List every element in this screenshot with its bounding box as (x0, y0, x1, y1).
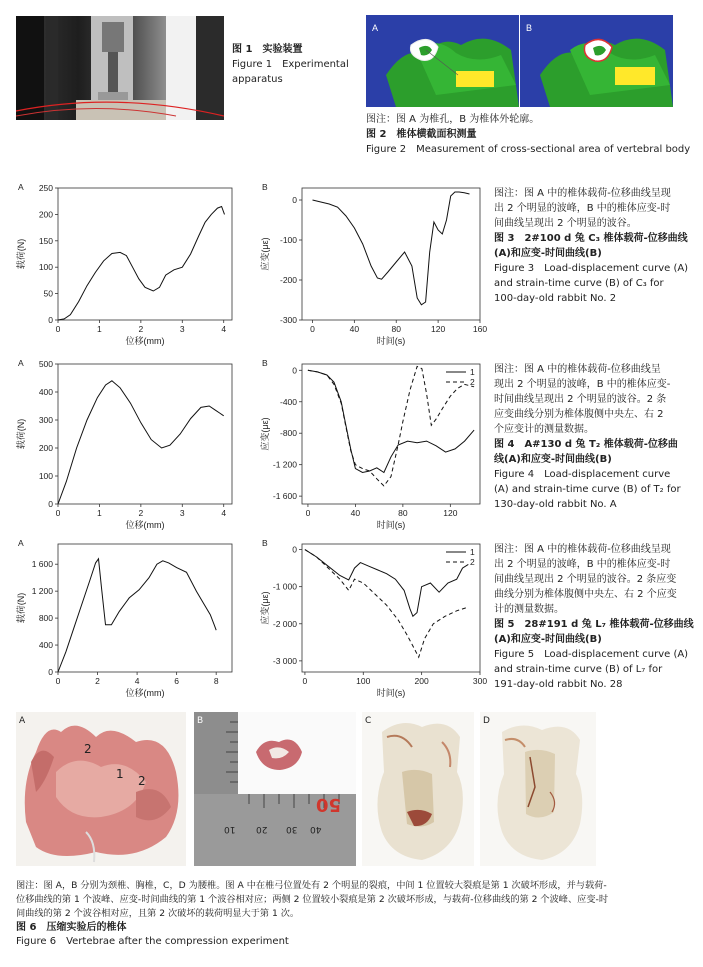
x-tick-label: 200 (414, 676, 429, 686)
fig4-caption (494, 362, 699, 512)
fig3-line: 图注：图 A 中的椎体载荷-位移曲线呈现 (494, 188, 671, 199)
y-tick-label: 0 (292, 195, 297, 205)
y-tick-label: 0 (292, 365, 297, 376)
plot-frame (302, 364, 480, 504)
fig6-panel-d-label: D (483, 716, 490, 726)
fig6-photo-b-thoracic (194, 712, 356, 866)
x-tick-label: 4 (134, 676, 140, 686)
x-axis-label: 时间(s) (376, 520, 406, 530)
ruler-tick-label: 20 (256, 824, 268, 834)
fig6-title-en: Figure 6 Vertebrae after the compression experiment (16, 936, 289, 947)
fig5-caption (494, 542, 699, 692)
fig6-photo-a-crack-label: 2 (138, 774, 146, 788)
y-tick-label: 500 (38, 359, 53, 369)
x-tick-label: 6 (174, 676, 180, 686)
fig6-note-2: 位移曲线的第 1 个波峰、应变-时间曲线的第 1 个波谷相对应；两侧 2 位置较小裂痕是第 2 次破坏形成，与载荷-位移曲线的第 2 个波峰、应变-时 (16, 894, 609, 905)
legend-label: 2 (470, 377, 475, 387)
y-tick-label: -100 (279, 235, 297, 245)
fig5-line: 出 2 个明显的波峰，B 中的椎体应变-时 (494, 559, 671, 570)
fig4-strain-time-chart (258, 356, 488, 534)
fig5-line: 间曲线呈现出 2 个明显的波谷。2 条应变 (494, 574, 677, 585)
fig6-photo-a-cervical (16, 712, 186, 866)
y-tick-label: 0 (48, 315, 53, 325)
y-tick-label: -800 (279, 428, 297, 439)
fig5-line: 计的测量数据。 (494, 604, 564, 615)
ruler-number: 50 (316, 794, 342, 815)
y-tick-label: 800 (38, 613, 53, 624)
y-tick-label: -1 200 (272, 459, 297, 470)
y-axis-label: 载荷(N) (16, 418, 26, 450)
plot-frame (58, 188, 232, 320)
x-tick-label: 1 (97, 508, 102, 518)
series-line-1 (308, 370, 474, 472)
x-axis-label: 时间(s) (376, 688, 406, 698)
x-tick-label: 3 (179, 508, 185, 518)
panel-label: B (262, 358, 268, 368)
fig2-caption (366, 112, 690, 157)
x-tick-label: 0 (305, 508, 311, 518)
fig5-title-cn: 图 5 28#191 d 兔 L₇ 椎体载荷-位移曲线 (494, 619, 694, 630)
x-tick-label: 2 (138, 324, 144, 334)
fig4-title-cn: 图 4 A#130 d 兔 T₂ 椎体载荷-位移曲 (494, 439, 678, 450)
x-tick-label: 4 (221, 508, 227, 518)
fig5-line: Figure 5 Load-displacement curve (A) (494, 649, 689, 660)
x-tick-label: 300 (472, 676, 488, 686)
fig5-line: 曲线分别为椎体腹侧中央左、右 2 个应变 (494, 589, 677, 600)
fig4-line: Figure 4 Load-displacement curve (494, 469, 671, 480)
y-tick-label: 400 (38, 387, 53, 397)
fig2-photo-b (520, 15, 673, 107)
fig3-strain-time-chart (258, 180, 488, 350)
fig6-photo-a-crack-label: 2 (84, 742, 92, 756)
fig3-load-displacement-chart (14, 180, 240, 350)
fig4-line: 时间曲线呈现出 2 个明显的波谷。2 条 (494, 394, 667, 405)
fig3-line: 100-day-old rabbit No. 2 (494, 293, 617, 304)
fig4-line: 130-day-old rabbit No. A (494, 499, 617, 510)
x-tick-label: 8 (213, 676, 219, 686)
fig6-note-3: 间曲线的第 2 个波谷相对应，且第 2 次破坏的载荷明显大于第 1 次。 (16, 908, 300, 919)
series-line-2 (308, 366, 474, 486)
y-axis-label: 应变(με) (260, 237, 270, 271)
fig5-strain-time-chart (258, 536, 488, 702)
plot-frame (302, 544, 480, 672)
fig4-line: (A) and strain-time curve (B) of T₂ for (494, 484, 681, 495)
fig1-title-en-1: Figure 1 Experimental (232, 59, 349, 70)
fig3-line: 间曲线呈现出 2 个明显的波谷。 (494, 218, 637, 229)
fig3-line: Figure 3 Load-displacement curve (A) (494, 263, 689, 274)
x-tick-label: 160 (472, 324, 488, 334)
y-axis-label: 载荷(N) (16, 592, 26, 624)
y-tick-label: 300 (38, 415, 53, 425)
y-tick-label: 0 (48, 667, 53, 677)
x-tick-label: 0 (302, 676, 308, 686)
x-tick-label: 1 (97, 324, 102, 334)
y-tick-label: -200 (279, 275, 297, 285)
legend-label: 1 (470, 547, 475, 557)
plot-frame (58, 364, 232, 504)
fig4-line: 图注：图 A 中的椎体载荷-位移曲线呈 (494, 364, 661, 375)
y-tick-label: 0 (48, 499, 53, 509)
y-tick-label: 100 (38, 471, 53, 481)
ruler-tick-label: 30 (286, 824, 298, 834)
fig6-title-cn: 图 6 压缩实验后的椎体 (16, 922, 127, 933)
fig3-title-cn-2: (A)和应变-时间曲线(B) (494, 248, 602, 259)
x-tick-label: 2 (95, 676, 100, 686)
y-tick-label: 100 (38, 262, 53, 273)
y-tick-label: 50 (43, 288, 53, 299)
x-tick-label: 4 (221, 324, 227, 334)
y-tick-label: -300 (279, 315, 297, 325)
y-tick-label: 1 600 (31, 559, 53, 570)
y-tick-label: 0 (292, 544, 297, 555)
legend-label: 1 (470, 367, 475, 377)
fig3-title-cn: 图 3 2#100 d 兔 C₃ 椎体载荷-位移曲线 (494, 233, 688, 244)
y-tick-label: -1 000 (272, 581, 297, 592)
x-tick-label: 120 (443, 508, 458, 518)
fig4-line: 现出 2 个明显的波峰，B 中的椎体应变- (494, 379, 671, 390)
fig5-title-cn-2: (A)和应变-时间曲线(B) (494, 634, 602, 645)
x-tick-label: 100 (356, 676, 371, 686)
fig5-line: and strain-time curve (B) of L₇ for (494, 664, 663, 675)
y-tick-label: 200 (38, 209, 53, 220)
fig6-photo-c-lumbar (362, 712, 474, 866)
y-axis-label: 载荷(N) (16, 238, 26, 270)
series-line-main (58, 207, 225, 321)
x-axis-label: 时间(s) (376, 336, 406, 346)
y-tick-label: 150 (38, 235, 53, 246)
fig2-panel-b-label: B (526, 23, 533, 33)
x-tick-label: 0 (55, 324, 61, 334)
fig2-title-en: Figure 2 Measurement of cross-sectional area of vertebral body (366, 144, 691, 155)
panel-label: A (18, 182, 24, 192)
legend-label: 2 (470, 557, 475, 567)
fig6-note-1: 图注：图 A，B 分别为颈椎、胸椎，C，D 为腰椎。图 A 中在椎弓位置处有 2 个明显的裂痕，中间 1 位置较大裂痕是第 1 次破坏形成，并与载荷- (16, 880, 607, 891)
fig5-line: 191-day-old rabbit No. 28 (494, 679, 623, 690)
series-line-2 (305, 550, 468, 658)
fig1-caption (232, 42, 349, 87)
fig1-title-cn: 图 1 实验装置 (232, 44, 303, 55)
x-tick-label: 80 (391, 324, 401, 334)
y-axis-label: 应变(με) (260, 417, 270, 451)
y-tick-label: 1 200 (31, 586, 53, 597)
panel-label: A (18, 358, 24, 368)
ruler-tick-label: 40 (310, 824, 322, 834)
fig5-load-displacement-chart (14, 536, 240, 702)
fig6-caption (16, 879, 696, 949)
ruler-tick-label: 10 (224, 824, 236, 834)
panel-label: B (262, 182, 268, 192)
fig2-note: 图注：图 A 为椎孔，B 为椎体外轮廓。 (366, 114, 540, 125)
fig3-line: and strain-time curve (B) of C₃ for (494, 278, 664, 289)
fig2-title-cn: 图 2 椎体横截面积测量 (366, 129, 477, 140)
x-tick-label: 40 (349, 324, 360, 334)
x-tick-label: 0 (55, 676, 61, 686)
plot-frame (302, 188, 480, 320)
y-tick-label: -1 600 (272, 491, 297, 502)
x-tick-label: 0 (310, 324, 315, 334)
y-tick-label: 250 (38, 183, 53, 193)
fig6-panel-c-label: C (365, 716, 372, 726)
x-tick-label: 80 (398, 508, 408, 518)
fig6-photo-d-lumbar (480, 712, 596, 866)
x-tick-label: 2 (138, 508, 144, 518)
y-tick-label: -2 000 (272, 618, 297, 629)
fig4-load-displacement-chart (14, 356, 240, 534)
series-line-main (58, 559, 216, 672)
fig3-caption (494, 186, 699, 306)
y-axis-label: 应变(με) (260, 591, 270, 625)
y-tick-label: 400 (38, 640, 53, 651)
fig4-title-cn-2: 线(A)和应变-时间曲线(B) (494, 454, 612, 465)
x-axis-label: 位移(mm) (125, 688, 165, 698)
panel-label: B (262, 538, 268, 548)
y-tick-label: 200 (38, 443, 53, 453)
fig4-line: 个应变计的测量数据。 (494, 424, 594, 435)
series-line-main (58, 381, 224, 504)
panel-label: A (18, 538, 24, 548)
fig3-line: 出 2 个明显的波峰，B 中的椎体应变-时 (494, 203, 671, 214)
x-axis-label: 位移(mm) (125, 336, 165, 346)
fig1-title-en-2: apparatus (232, 74, 283, 85)
x-tick-label: 40 (350, 508, 361, 518)
fig4-line: 应变曲线分别为椎体腹侧中央左、右 2 (494, 409, 664, 420)
series-line-main (313, 192, 470, 305)
fig6-panel-b-label: B (197, 716, 204, 726)
fig5-line: 图注：图 A 中的椎体载荷-位移曲线呈现 (494, 544, 671, 555)
experimental-apparatus-photo (16, 16, 224, 120)
fig2-photo-a (366, 15, 519, 107)
x-axis-label: 位移(mm) (125, 520, 165, 530)
y-tick-label: -3 000 (272, 655, 297, 666)
fig6-panel-a-label: A (19, 716, 26, 726)
y-tick-label: -400 (279, 396, 297, 407)
x-tick-label: 120 (431, 324, 446, 334)
series-line-1 (305, 550, 468, 617)
fig2-panel-a-label: A (372, 23, 379, 33)
x-tick-label: 3 (179, 324, 185, 334)
fig6-photo-a-crack-label: 1 (116, 767, 124, 781)
x-tick-label: 0 (55, 508, 61, 518)
